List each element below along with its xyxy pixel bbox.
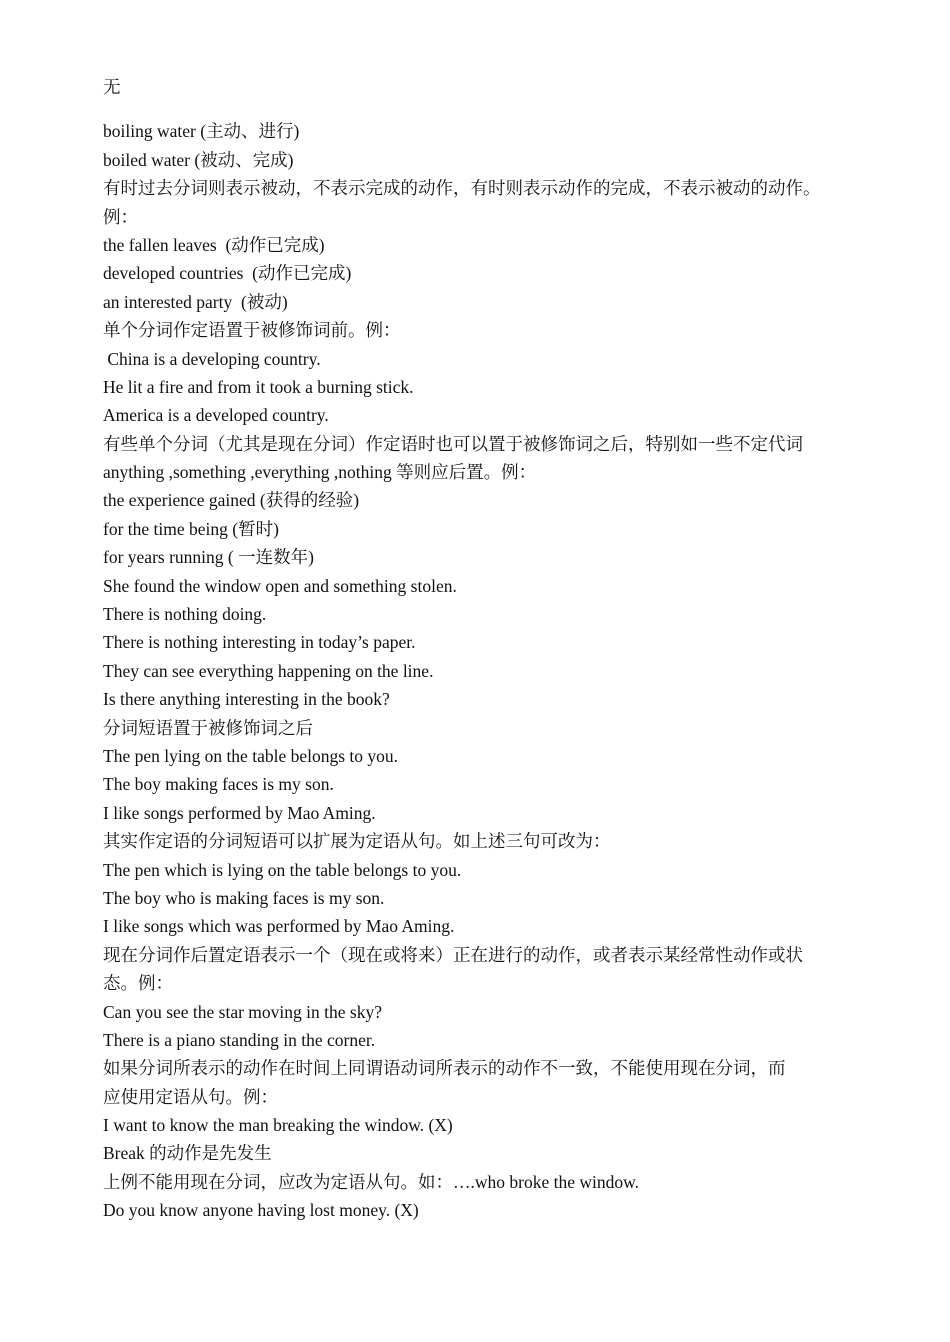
text-line: The pen lying on the table belongs to you. [103, 745, 399, 766]
paragraph-gap [103, 101, 863, 117]
text-line: The boy making faces is my son. [103, 774, 334, 795]
text-line: 单个分词作定语置于被修饰词前。例： [103, 320, 401, 341]
text-line: There is a piano standing in the corner. [103, 1029, 376, 1050]
text-line: boiling water (主动、进行) [103, 121, 300, 142]
text-line: 有时过去分词则表示被动，不表示完成的动作，有时则表示动作的完成，不表示被动的动作。 [103, 178, 821, 199]
text-line: America is a developed country. [103, 405, 329, 426]
text-line: 分词短语置于被修饰词之后 [103, 717, 313, 738]
text-line: Is there anything interesting in the book? [103, 689, 390, 710]
text-line: China is a developing country. [103, 348, 321, 369]
text-line: 有些单个分词（尤其是现在分词）作定语时也可以置于被修饰词之后，特别如一些不定代词 [103, 433, 803, 454]
text-line: They can see everything happening on the line. [103, 660, 434, 681]
text-line: The pen which is lying on the table belongs to you. [103, 859, 462, 880]
text-line: He lit a fire and from it took a burning stick. [103, 376, 414, 397]
text-line: 其实作定语的分词短语可以扩展为定语从句。如上述三句可改为： [103, 831, 611, 852]
text-line: boiled water (被动、完成) [103, 149, 294, 170]
text-line: 例： [103, 206, 138, 227]
text-line: 态。例： [103, 973, 173, 994]
document-body [103, 73, 863, 1225]
text-lines [103, 117, 863, 1224]
text-line: 如果分词所表示的动作在时间上同谓语动词所表示的动作不一致，不能使用现在分词，而 [103, 1058, 786, 1079]
text-line: developed countries (动作已完成) [103, 263, 352, 284]
document-header: 无 [103, 77, 121, 97]
text-line: for the time being (暂时) [103, 518, 279, 539]
text-line: an interested party (被动) [103, 291, 288, 312]
text-line: There is nothing doing. [103, 604, 267, 625]
text-line: I like songs performed by Mao Aming. [103, 802, 376, 823]
text-line: Can you see the star moving in the sky? [103, 1001, 382, 1022]
text-line: Do you know anyone having lost money. (X) [103, 1200, 419, 1221]
text-line: 现在分词作后置定语表示一个（现在或将来）正在进行的动作，或者表示某经常性动作或状 [103, 944, 803, 965]
text-line: There is nothing interesting in today’s paper. [103, 632, 416, 653]
text-line: She found the window open and something stolen. [103, 575, 457, 596]
text-line: anything ,something ,everything ,nothing 等则应后置。例： [103, 462, 537, 483]
text-line: 上例不能用现在分词，应改为定语从句。如：….who broke the window. [103, 1171, 639, 1192]
text-line: the experience gained (获得的经验) [103, 490, 360, 511]
text-line: 应使用定语从句。例： [103, 1086, 278, 1107]
text-line: I like songs which was performed by Mao Aming. [103, 916, 455, 937]
text-line: I want to know the man breaking the window. (X) [103, 1115, 453, 1136]
text-line: Break 的动作是先发生 [103, 1143, 272, 1164]
text-line: the fallen leaves (动作已完成) [103, 234, 325, 255]
text-line: for years running ( 一连数年) [103, 547, 314, 568]
text-line: The boy who is making faces is my son. [103, 887, 385, 908]
